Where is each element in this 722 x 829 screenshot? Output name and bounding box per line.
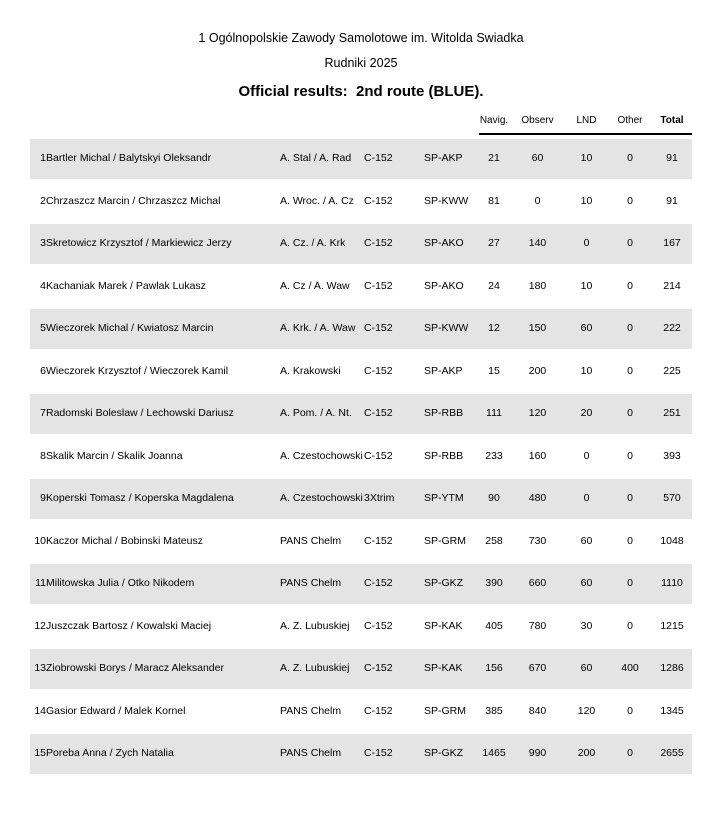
navig-cell: 258 [485,534,503,547]
total-cell: 225 [663,364,681,377]
navig-cell: 1465 [478,734,510,774]
registration-cell: SP-KAK [424,649,478,689]
table-row [30,224,692,264]
column-header-lnd: LND [576,115,597,126]
other-cell: 0 [627,619,633,632]
registration-cell: SP-GRM [424,534,466,547]
table-row [30,564,692,604]
observ-cell: 480 [510,479,565,519]
lnd-cell: 60 [565,309,608,349]
observ-cell: 840 [528,704,547,717]
aircraft-cell: C-152 [364,194,393,207]
club-cell: PANS Chelm [280,534,342,547]
aircraft-cell: C-152 [364,564,424,604]
other-cell: 0 [627,449,633,462]
club-cell: PANS Chelm [280,704,342,717]
total-cell: 91 [666,194,678,207]
rank-cell: 11 [30,564,46,604]
table-row [30,607,692,647]
lnd-cell: 10 [580,279,593,292]
table-row [30,692,692,732]
aircraft-cell: C-152 [364,534,393,547]
registration-cell: SP-AKO [424,224,478,264]
total-cell: 1110 [652,564,692,604]
header-rule [479,133,692,135]
column-header-total: Total [660,115,684,126]
navig-cell: 385 [485,704,503,717]
club-cell: A. Z. Lubuskiej [280,619,350,632]
observ-cell: 200 [528,364,547,377]
crew-cell: Chrzaszcz Marcin / Chrzaszcz Michal [46,194,221,207]
aircraft-cell: C-152 [364,279,393,292]
registration-cell: SP-AKO [424,279,464,292]
other-cell: 0 [608,564,652,604]
rank-cell: 12 [34,619,46,632]
lnd-cell: 10 [565,139,608,179]
navig-cell: 390 [478,564,510,604]
total-cell: 91 [652,139,692,179]
club-cell: A. Krk. / A. Waw [280,309,364,349]
other-cell: 0 [627,704,633,717]
observ-cell: 120 [510,394,565,434]
competition-location-year: Rudniki 2025 [324,56,398,70]
navig-cell: 405 [485,619,503,632]
registration-cell: SP-KWW [424,194,469,207]
registration-cell: SP-AKP [424,364,463,377]
other-cell: 0 [608,479,652,519]
total-cell: 167 [652,224,692,264]
observ-cell: 160 [528,449,547,462]
registration-cell: SP-GKZ [424,564,478,604]
rank-cell: 5 [30,309,46,349]
crew-cell: Skretowicz Krzysztof / Markiewicz Jerzy [46,224,280,264]
aircraft-cell: C-152 [364,309,424,349]
observ-cell: 990 [510,734,565,774]
navig-cell: 24 [488,279,500,292]
crew-cell: Wieczorek Michal / Kwiatosz Marcin [46,309,280,349]
rank-cell: 13 [30,649,46,689]
table-row [30,352,692,392]
aircraft-cell: 3Xtrim [364,479,424,519]
aircraft-cell: C-152 [364,394,424,434]
table-row [30,649,692,689]
crew-cell: Poreba Anna / Zych Natalia [46,734,280,774]
club-cell: A. Krakowski [280,364,341,377]
crew-cell: Gasior Edward / Malek Kornel [46,704,186,717]
rank-cell: 3 [30,224,46,264]
aircraft-cell: C-152 [364,704,393,717]
crew-cell: Juszczak Bartosz / Kowalski Maciej [46,619,212,632]
lnd-cell: 0 [583,449,590,462]
table-row [30,139,692,179]
lnd-cell: 60 [580,534,593,547]
lnd-cell: 10 [580,364,593,377]
club-cell: PANS Chelm [280,564,364,604]
rank-cell: 9 [30,479,46,519]
total-cell: 393 [663,449,681,462]
total-cell: 251 [652,394,692,434]
rank-cell: 15 [30,734,46,774]
observ-cell: 180 [528,279,547,292]
registration-cell: SP-RBB [424,449,464,462]
navig-cell: 90 [478,479,510,519]
crew-cell: Radomski Boleslaw / Lechowski Dariusz [46,394,280,434]
navig-cell: 15 [488,364,500,377]
observ-cell: 660 [510,564,565,604]
registration-cell: SP-GKZ [424,734,478,774]
club-cell: A. Czestochowski [280,449,363,462]
other-cell: 0 [627,279,633,292]
crew-cell: Kachaniak Marek / Pawlak Lukasz [46,279,206,292]
column-header-navig: Navig. [479,115,509,126]
aircraft-cell: C-152 [364,139,424,179]
total-cell: 1215 [660,619,684,632]
observ-cell: 780 [528,619,547,632]
registration-cell: SP-KAK [424,619,463,632]
crew-cell: Kaczor Michal / Bobinski Mateusz [46,534,203,547]
column-header-observ: Observ [521,115,554,126]
observ-cell: 150 [510,309,565,349]
navig-cell: 111 [478,394,510,434]
crew-cell: Koperski Tomasz / Koperska Magdalena [46,479,280,519]
lnd-cell: 30 [580,619,593,632]
crew-cell: Militowska Julia / Otko Nikodem [46,564,280,604]
other-cell: 400 [608,649,652,689]
other-cell: 0 [608,224,652,264]
club-cell: A. Wroc. / A. Cz [280,194,354,207]
club-cell: A. Pom. / A. Nt. [280,394,364,434]
registration-cell: SP-AKP [424,139,478,179]
results-table-body [30,139,692,774]
results-heading: Official results: 2nd route (BLUE). [238,83,484,100]
rank-cell: 7 [30,394,46,434]
observ-cell: 140 [510,224,565,264]
other-cell: 0 [627,534,633,547]
column-header-other: Other [617,115,643,126]
navig-cell: 233 [485,449,503,462]
lnd-cell: 200 [565,734,608,774]
lnd-cell: 60 [565,564,608,604]
crew-cell: Wieczorek Krzysztof / Wieczorek Kamil [46,364,229,377]
total-cell: 1048 [660,534,684,547]
aircraft-cell: C-152 [364,449,393,462]
club-cell: A. Czestochowski [280,479,364,519]
table-row [30,437,692,477]
other-cell: 0 [627,364,633,377]
registration-cell: SP-KWW [424,309,478,349]
rank-cell: 4 [40,279,46,292]
rank-cell: 1 [30,139,46,179]
club-cell: A. Stal / A. Rad [280,139,364,179]
club-cell: A. Cz / A. Waw [280,279,350,292]
other-cell: 0 [608,139,652,179]
lnd-cell: 60 [565,649,608,689]
rank-cell: 2 [40,194,46,207]
registration-cell: SP-GRM [424,704,466,717]
other-cell: 0 [608,734,652,774]
club-cell: A. Z. Lubuskiej [280,649,364,689]
navig-cell: 81 [488,194,500,207]
observ-cell: 730 [528,534,547,547]
rank-cell: 6 [40,364,46,377]
other-cell: 0 [608,309,652,349]
navig-cell: 12 [478,309,510,349]
observ-cell: 60 [510,139,565,179]
crew-cell: Skalik Marcin / Skalik Joanna [46,449,183,462]
club-cell: A. Cz. / A. Krk [280,224,364,264]
lnd-cell: 0 [565,479,608,519]
rank-cell: 14 [34,704,46,717]
navig-cell: 27 [478,224,510,264]
table-row [30,522,692,562]
total-cell: 2655 [652,734,692,774]
aircraft-cell: C-152 [364,224,424,264]
total-cell: 570 [652,479,692,519]
lnd-cell: 10 [580,194,593,207]
rank-cell: 10 [34,534,46,547]
other-cell: 0 [608,394,652,434]
aircraft-cell: C-152 [364,619,393,632]
observ-cell: 670 [510,649,565,689]
navig-cell: 156 [478,649,510,689]
aircraft-cell: C-152 [364,364,393,377]
table-row [30,182,692,222]
table-row [30,734,692,774]
registration-cell: SP-RBB [424,394,478,434]
table-row [30,267,692,307]
total-cell: 1345 [660,704,684,717]
table-row [30,479,692,519]
total-cell: 214 [663,279,681,292]
total-cell: 1286 [652,649,692,689]
crew-cell: Ziobrowski Borys / Maracz Aleksander [46,649,280,689]
lnd-cell: 20 [565,394,608,434]
crew-cell: Bartler Michal / Balytskyi Oleksandr [46,139,280,179]
results-table [30,136,692,777]
rank-cell: 8 [40,449,46,462]
competition-title: 1 Ogólnopolskie Zawody Samolotowe im. Witolda Swiadka [198,31,524,45]
observ-cell: 0 [534,194,541,207]
aircraft-cell: C-152 [364,734,424,774]
navig-cell: 21 [478,139,510,179]
registration-cell: SP-YTM [424,479,478,519]
table-row [30,309,692,349]
other-cell: 0 [627,194,633,207]
total-cell: 222 [652,309,692,349]
aircraft-cell: C-152 [364,649,424,689]
lnd-cell: 0 [565,224,608,264]
lnd-cell: 120 [577,704,596,717]
table-row [30,394,692,434]
club-cell: PANS Chelm [280,734,364,774]
